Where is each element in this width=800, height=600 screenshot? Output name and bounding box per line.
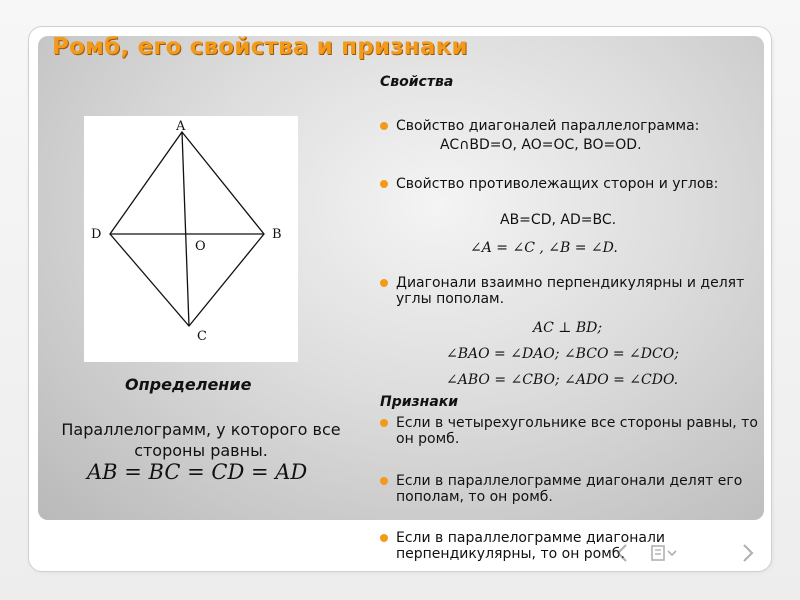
slide-navigation [612,537,762,569]
previous-slide-icon[interactable] [618,545,626,561]
criterion-text: Если в параллелограмме диагонали перпендикулярны, то он ромб. [396,530,666,562]
slide-title: Ромб, его свойства и признаки [52,34,468,60]
vertex-label-a: A [176,119,186,134]
next-slide-icon[interactable] [744,545,752,561]
criterion-item [380,415,765,447]
bullet-icon [380,122,388,130]
perpendicular-formula: AC ⊥ BD; [533,320,603,336]
angle-equality-formula: ∠A = ∠C , ∠B = ∠D. [470,240,618,256]
criterion-text: Если в параллелограмме диагонали делят его пополам, то он ромб. [396,473,743,505]
property-formula: AB=CD, AD=BC. [500,212,617,228]
definition-text: Параллелограмм, у которого все стороны равны. [61,420,341,460]
bullet-icon [380,534,388,542]
definition-formula: AB = BC = CD = AD [87,460,308,484]
bisector-formula-2: ∠ABO = ∠CBO; ∠ADO = ∠CDO. [446,372,679,388]
diagonal-ac [182,132,189,326]
property-text: Свойство диагоналей параллелограмма: [396,118,700,134]
rhombus-shape [110,132,264,326]
rhombus-diagram [84,116,298,362]
bullet-icon [380,279,388,287]
bullet-icon [380,180,388,188]
vertex-label-c: C [197,329,207,344]
vertex-label-b: B [272,227,282,242]
bullet-icon [380,477,388,485]
criterion-item [380,473,765,505]
property-item [380,275,775,307]
bisector-formula-1: ∠BAO = ∠DAO; ∠BCO = ∠DCO; [446,346,679,362]
vertex-label-o: O [195,239,206,254]
property-formula: AC∩BD=O, AO=OC, BO=OD. [440,137,642,153]
bullet-icon [380,419,388,427]
criterion-text: Если в четырехугольнике все стороны равны, то он ромб. [396,415,758,447]
property-text: Диагонали взаимно перпендикулярны и делят углы пополам. [396,275,745,307]
definition-heading: Определение [125,375,252,394]
property-text: Свойство противолежащих сторон и углов: [396,176,719,192]
criteria-heading: Признаки [380,394,459,410]
properties-heading: Свойства [380,74,454,90]
vertex-label-d: D [91,227,102,242]
property-item [380,118,770,134]
property-item [380,176,760,192]
slide-menu-icon[interactable] [652,546,676,560]
